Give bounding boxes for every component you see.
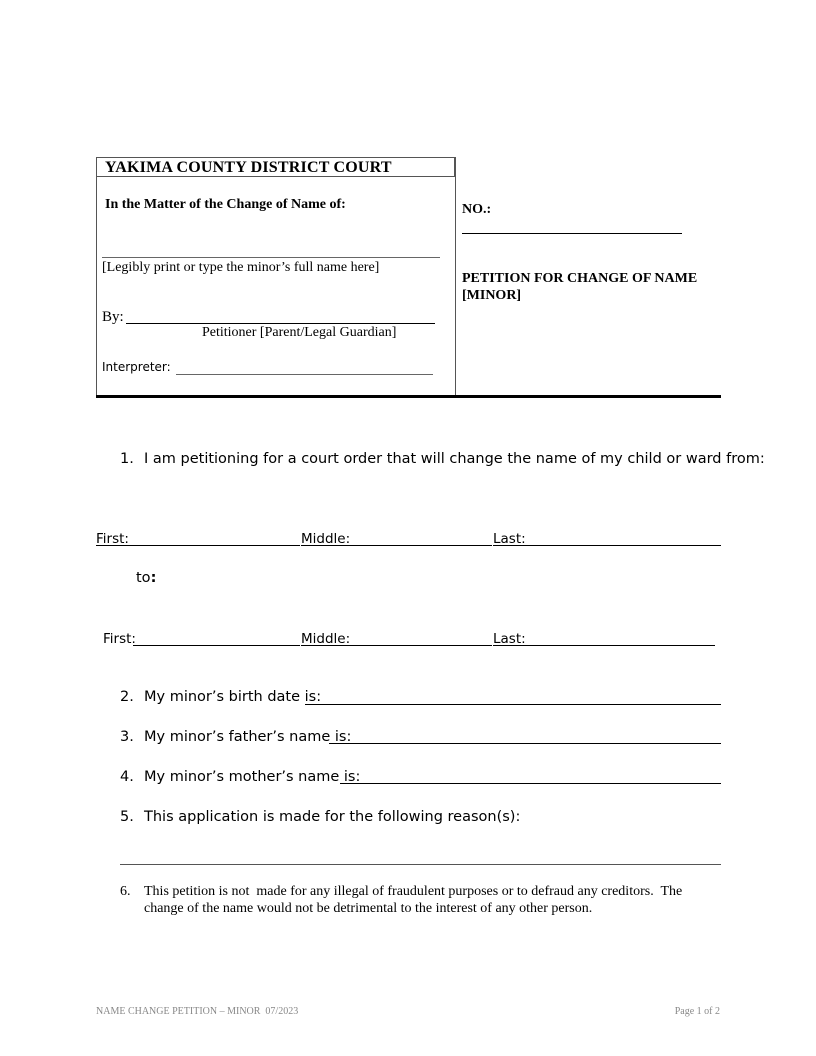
item-3-text: My minor’s father’s name is: [144,729,352,745]
to-word: to [136,570,151,586]
from-first-field[interactable] [96,545,300,546]
to-middle-label: Middle: [301,631,351,647]
court-name: YAKIMA COUNTY DISTRICT COURT [105,159,392,176]
to-colon: : [150,570,157,586]
from-middle-field[interactable] [301,545,492,546]
caption-bottom-rule [96,395,721,398]
case-number-field[interactable] [462,233,682,234]
footer-form-id: NAME CHANGE PETITION – MINOR 07/2023 [96,1006,299,1017]
from-last-label: Last: [493,531,526,547]
item-1-number: 1. [120,451,134,467]
item-3-number: 3. [120,729,134,745]
by-label: By: [102,309,124,325]
caption-divider [455,157,456,396]
document-title: PETITION FOR CHANGE OF NAME [462,271,698,286]
item-4-number: 4. [120,769,134,785]
matter-heading: In the Matter of the Change of Name of: [105,197,346,212]
father-name-field[interactable] [329,743,721,744]
footer-page-number: Page 1 of 2 [674,1006,720,1017]
document-subtitle: [MINOR] [462,288,522,303]
birth-date-field[interactable] [305,704,721,705]
to-last-field[interactable] [493,645,715,646]
item-2-number: 2. [120,689,134,705]
to-middle-field[interactable] [301,645,492,646]
item-6-line-1: This petition is not made for any illegal of fraudulent purposes or to defraud any creditors. The [144,884,683,899]
petitioner-signature-field[interactable] [126,323,435,324]
interpreter-label: Interpreter: [102,360,171,374]
minor-name-field[interactable] [102,257,440,258]
from-first-label: First: [96,531,129,547]
item-2-text: My minor’s birth date is: [144,689,322,705]
minor-name-hint: [Legibly print or type the minor’s full name here] [102,260,380,275]
to-label [136,570,156,586]
item-6-line-2: change of the name would not be detrimental to the interest of any other person. [144,901,593,916]
caption-left-border [96,177,97,396]
case-number-label: NO.: [462,202,492,217]
petitioner-hint: Petitioner [Parent/Legal Guardian] [202,325,397,340]
item-5-text: This application is made for the following reason(s): [144,809,521,825]
item-6-number: 6. [120,884,131,899]
item-4-text: My minor’s mother’s name is: [144,769,361,785]
to-first-field[interactable] [133,645,300,646]
reason-field[interactable] [120,864,721,865]
item-1-text: I am petitioning for a court order that will change the name of my child or ward from: [144,451,765,467]
from-last-field[interactable] [493,545,721,546]
to-first-label: First: [103,631,136,647]
interpreter-field[interactable] [176,374,433,375]
to-last-label: Last: [493,631,526,647]
item-5-number: 5. [120,809,134,825]
court-name-box [96,157,455,177]
mother-name-field[interactable] [340,783,721,784]
from-middle-label: Middle: [301,531,351,547]
